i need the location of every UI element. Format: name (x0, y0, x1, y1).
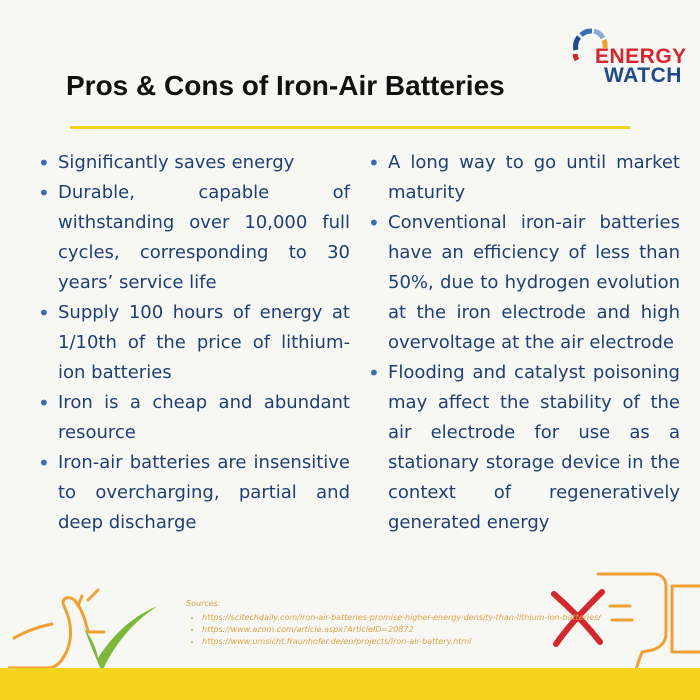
pro-item: • Durable, capable of withstanding over 10,000 full cycles, corresponding to 30 years’ service life (36, 178, 350, 298)
check-mark-icon (84, 606, 158, 672)
source-link[interactable]: • https://www.azom.com/article.aspx?ArticleID=20872 (202, 624, 601, 636)
pro-item: • Significantly saves energy (36, 148, 350, 178)
page-title: Pros & Cons of Iron-Air Batteries (66, 70, 505, 101)
footer-bar (0, 668, 700, 700)
source-link[interactable]: • https://scitechdaily.com/iron-air-batteries-promise-higher-energy-density-than-lithium-ion-batteries/ (202, 612, 601, 624)
sources-list (186, 612, 601, 648)
con-item: • A long way to go until market maturity (366, 148, 680, 208)
con-item: • Flooding and catalyst poisoning may affect the stability of the air electrode for use as a stationary storage device in the context of regeneratively generated energy (366, 358, 680, 538)
source-link[interactable]: • https://www.umsicht.fraunhofer.de/en/projects/iron-air-battery.html (202, 636, 601, 648)
pro-item: • Supply 100 hours of energy at 1/10th of the price of lithium-ion batteries (36, 298, 350, 388)
sources-label: Sources: (186, 599, 221, 608)
pro-item: • Iron is a cheap and abundant resource (36, 388, 350, 448)
logo-text-energy: ENERGY (595, 45, 687, 68)
pro-item: • Iron-air batteries are insensitive to overcharging, partial and deep discharge (36, 448, 350, 538)
sources-block (186, 598, 601, 648)
title-divider (70, 126, 630, 129)
logo-text-watch: WATCH (604, 64, 682, 87)
con-item: • Conventional iron-air batteries have an efficiency of less than 50%, due to hydrogen evolution at the iron electrode and high overvoltage at the air electrode (366, 208, 680, 358)
cons-list (366, 148, 680, 538)
pros-list (36, 148, 350, 538)
